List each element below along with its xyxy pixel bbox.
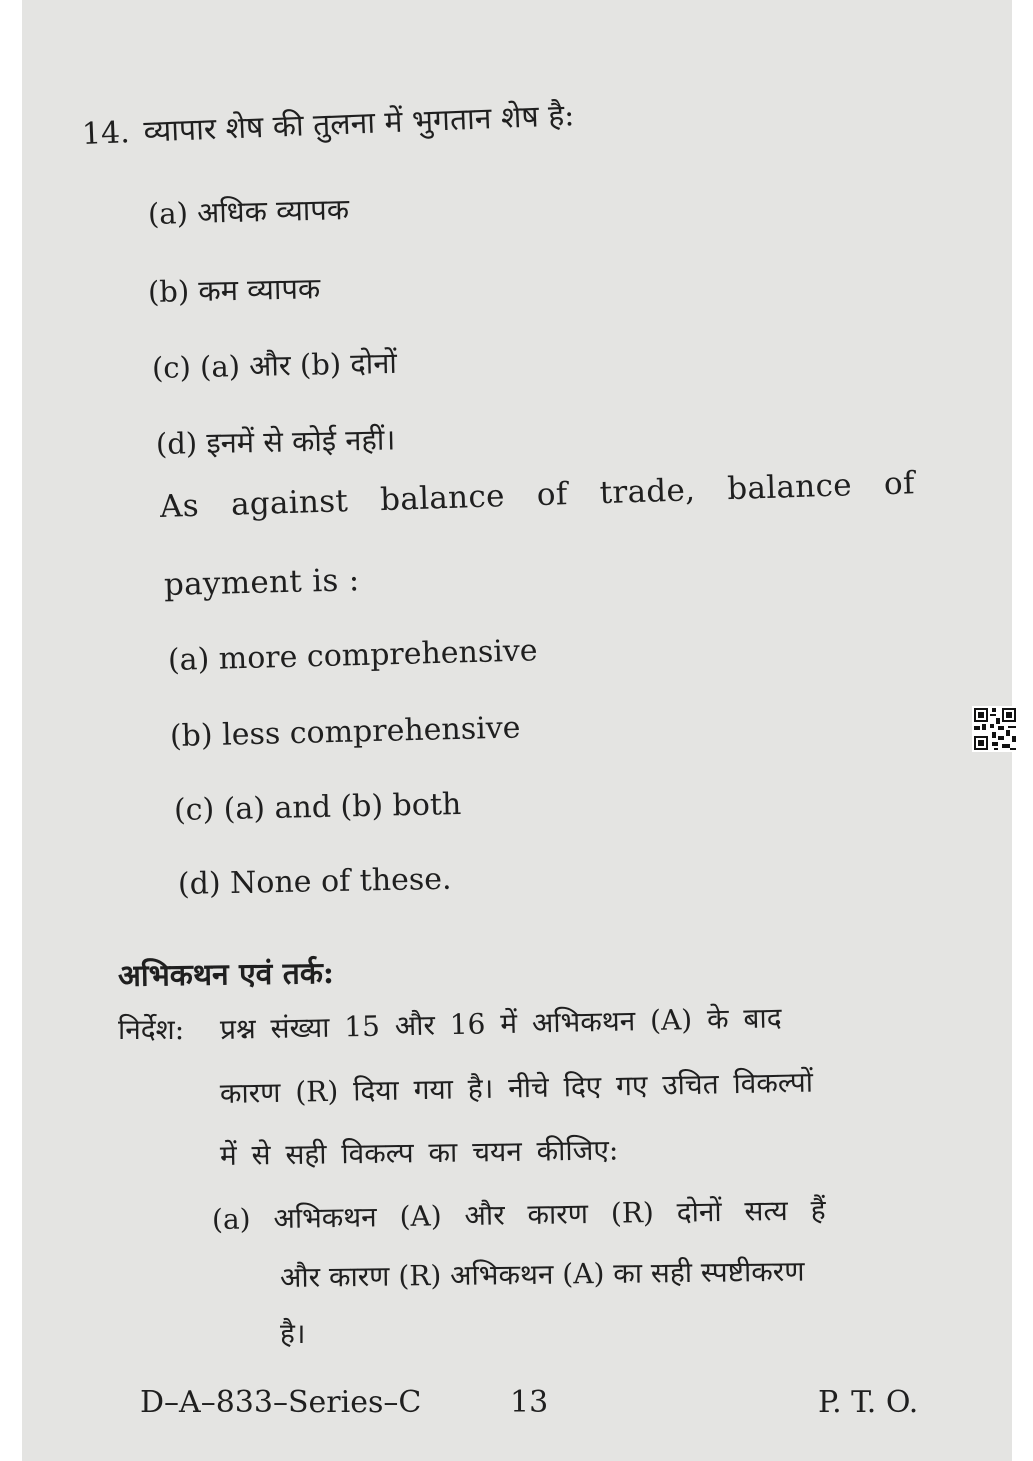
hindi-option-b: (b) कम व्यापक: [147, 271, 321, 309]
hindi-option-c: (c) (a) और (b) दोनों: [151, 345, 398, 385]
footer-exam-code: D–A–833–Series–C: [140, 1385, 422, 1420]
english-option-b: (b) less comprehensive: [169, 710, 521, 754]
question-number: 14.: [81, 115, 131, 152]
instruction-line-1: प्रश्न संख्या 15 और 16 में अभिकथन (A) के बाद: [219, 1001, 782, 1046]
english-question-line-2: payment is :: [163, 562, 360, 603]
instruction-label: निर्देश:: [118, 1013, 185, 1046]
footer-pto: P. T. O.: [818, 1385, 919, 1420]
instruction-line-3: में से सही विकल्प का चयन कीजिए:: [219, 1133, 619, 1172]
reason-option-a-line-1: (a) अभिकथन (A) और कारण (R) दोनों सत्य हैं: [211, 1193, 826, 1236]
english-option-d: (d) None of these.: [177, 861, 452, 902]
hindi-option-a: (a) अधिक व्यापक: [147, 192, 350, 231]
english-question-line-1: As against balance of trade, balance of: [159, 465, 916, 525]
hindi-option-d: (d) इनमें से कोई नहीं।: [155, 422, 396, 461]
footer-page-number: 13: [510, 1385, 549, 1420]
question-14-hindi: [81, 98, 575, 152]
qr-code-icon: [972, 706, 1018, 752]
exam-page: [22, 0, 1012, 1461]
reason-option-a-line-2: और कारण (R) अभिकथन (A) का सही स्पष्टीकरण: [279, 1254, 805, 1294]
reason-option-a-line-3: है।: [280, 1317, 306, 1350]
question-14-hindi-text: व्यापार शेष की तुलना में भुगतान शेष है:: [142, 98, 575, 150]
english-option-a: (a) more comprehensive: [167, 633, 538, 678]
english-option-c: (c) (a) and (b) both: [173, 786, 462, 828]
instruction-line-2: कारण (R) दिया गया है। नीचे दिए गए उचित विकल्पों: [219, 1065, 814, 1110]
section-title: अभिकथन एवं तर्क:: [117, 955, 335, 994]
